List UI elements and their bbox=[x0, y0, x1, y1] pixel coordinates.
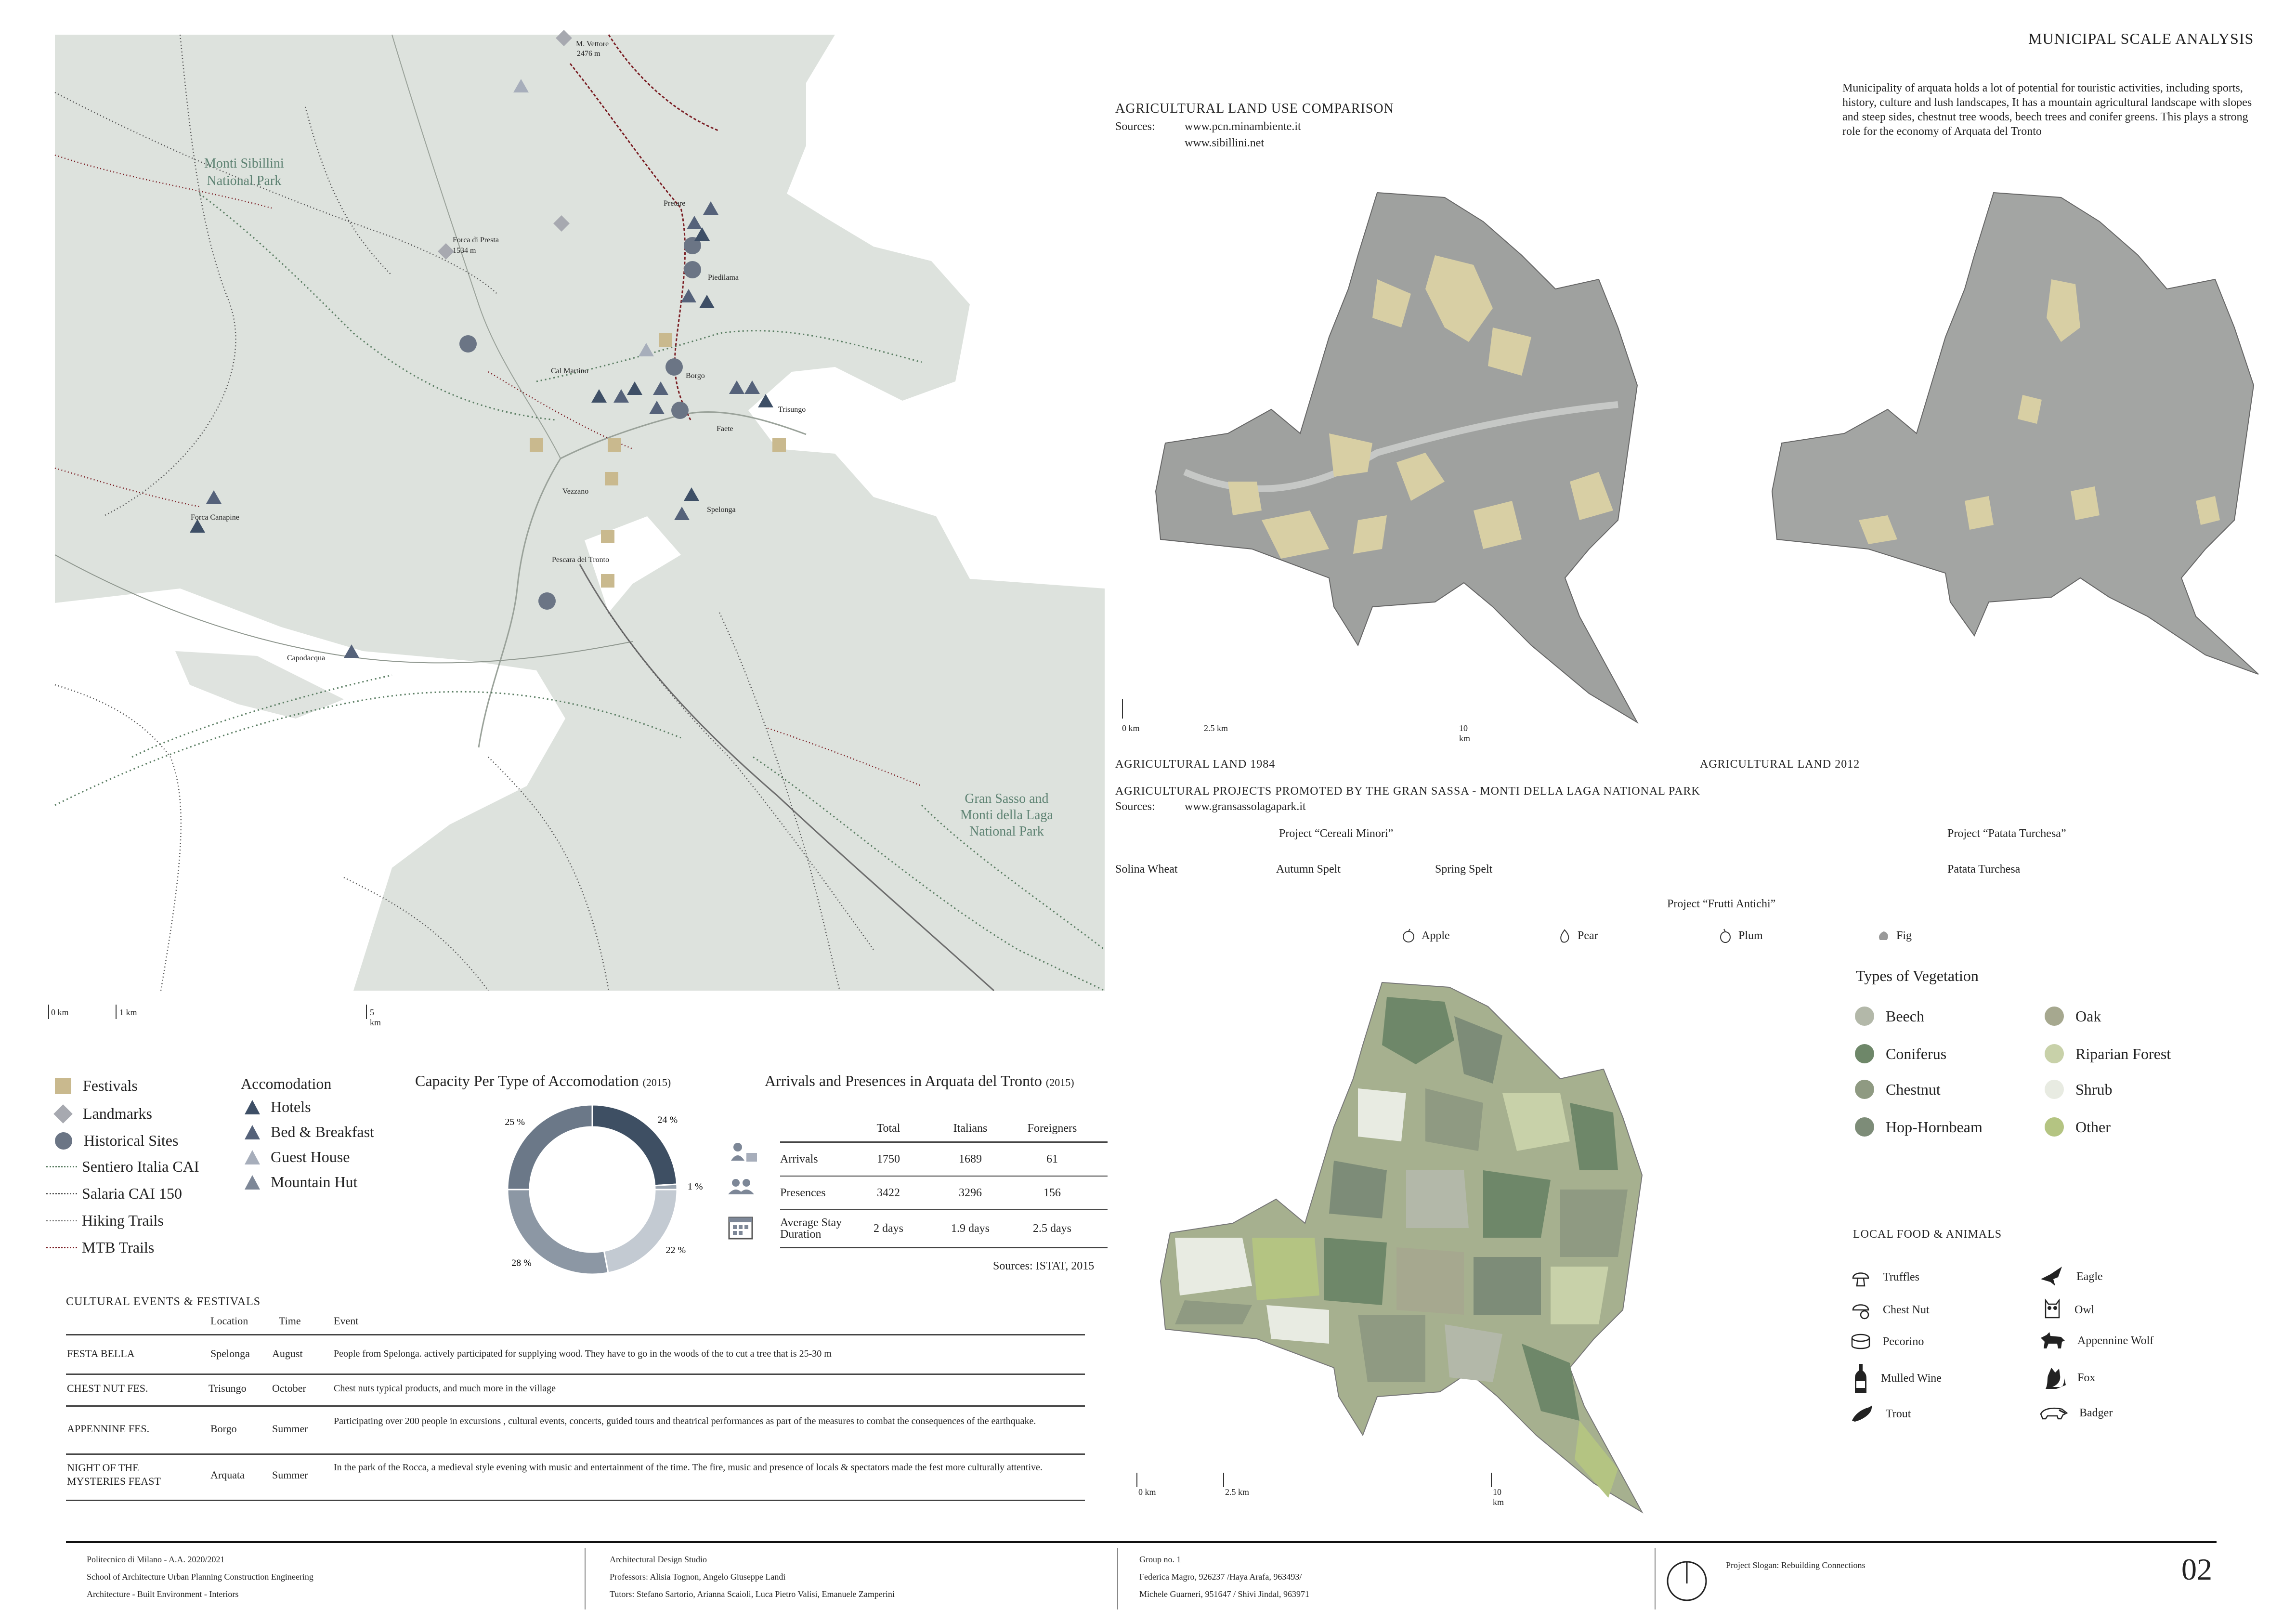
food-pecorino bbox=[1850, 1331, 1924, 1352]
capacity-title bbox=[415, 1072, 671, 1090]
footer-rule bbox=[66, 1541, 2217, 1543]
footer-professors: Professors: Alisia Tognon, Angelo Giuseppe Landi bbox=[610, 1572, 786, 1582]
bnb-triangle-icon bbox=[244, 1124, 261, 1140]
donut-slice bbox=[655, 1184, 677, 1190]
agricultural-map-1984 bbox=[1156, 183, 1647, 737]
agri-sources-label: Sources: bbox=[1115, 120, 1155, 133]
arrivals-title-text: Arrivals and Presences in Arquata del Tronto bbox=[765, 1072, 1042, 1089]
fruit-apple-label: Apple bbox=[1422, 929, 1450, 942]
label-borgo: Borgo bbox=[686, 372, 705, 380]
animal-eagle bbox=[2039, 1265, 2103, 1289]
food-truffles bbox=[1850, 1267, 1919, 1288]
footer-members-1: Federica Magro, 926237 /Haya Arafa, 963493/ bbox=[1139, 1572, 1302, 1582]
event-name: NIGHT OF THE MYSTERIES FEAST bbox=[67, 1462, 161, 1487]
donut-slice-label: 1 % bbox=[687, 1181, 703, 1192]
veg-label: Other bbox=[2075, 1118, 2111, 1136]
legend-mtb bbox=[46, 1239, 154, 1256]
vegetation-map bbox=[1156, 968, 1666, 1517]
footer-col-2 bbox=[610, 1551, 895, 1603]
footer-slogan: Project Slogan: Rebuilding Connections bbox=[1726, 1560, 1866, 1570]
tourist-icons bbox=[727, 1141, 761, 1247]
landmark-diamond-icon bbox=[53, 1104, 73, 1124]
hut-triangle-icon bbox=[244, 1174, 261, 1190]
food-label: Chest Nut bbox=[1883, 1303, 1930, 1316]
animal-label: Appennine Wolf bbox=[2077, 1334, 2154, 1347]
fruit-apple bbox=[1401, 929, 1450, 943]
label-capodacqua: Capodacqua bbox=[287, 654, 326, 662]
legend-salaria bbox=[46, 1185, 182, 1203]
arrivals-year: (2015) bbox=[1045, 1076, 1074, 1088]
footer-university: Politecnico di Milano - A.A. 2020/2021 bbox=[87, 1555, 225, 1564]
label-vettore-alt: 2476 m bbox=[577, 50, 600, 58]
hotel-triangle-icon bbox=[244, 1099, 261, 1115]
event-description: In the park of the Rocca, a medieval style evening with music and entertainment of the time. The fire, music and presence of locals & spectators made the fest more culturally attentive. bbox=[334, 1462, 1043, 1473]
label-sibillini: Monti Sibillini bbox=[204, 156, 284, 171]
veg-scale-0: 0 km bbox=[1138, 1487, 1156, 1497]
agri-source-2: www.sibillini.net bbox=[1185, 137, 1265, 149]
shrub-swatch-icon bbox=[2045, 1080, 2064, 1099]
legend-sentiero-label: Sentiero Italia CAI bbox=[82, 1158, 199, 1175]
agri-scale-0: 0 km bbox=[1122, 723, 1140, 733]
intro-text: Municipality of arquata holds a lot of potential for touristic activities, including sports, history, culture and lush landscapes, It has a mountain agricultural landscape with slopes and steep sides, chestnut tree woods, beech trees and conifer greens. This plays a strong role for the economy of Arquata del Tronto bbox=[1842, 82, 2252, 138]
legend-mtb-label: MTB Trails bbox=[82, 1239, 155, 1256]
territory-map bbox=[55, 35, 1105, 991]
plum-icon bbox=[1718, 929, 1733, 943]
footer-tutors: Tutors: Stefano Sartorio, Arianna Scaioli, Luca Pietro Valisi, Emanuele Zamperini bbox=[610, 1589, 895, 1599]
page-title: MUNICIPAL SCALE ANALYSIS bbox=[2028, 30, 2254, 47]
arrivals-source: Sources: ISTAT, 2015 bbox=[993, 1260, 1095, 1272]
hop-hornbeam-swatch-icon bbox=[1855, 1117, 1874, 1137]
event-location: Spelonga bbox=[210, 1347, 250, 1360]
cell-total: 3422 bbox=[877, 1186, 900, 1199]
event-row-festa-bella bbox=[66, 1337, 1085, 1375]
label-trisungo: Trisungo bbox=[778, 406, 806, 414]
fruit-pear bbox=[1557, 929, 1598, 943]
label-vezzano: Vezzano bbox=[562, 487, 589, 496]
legend-hotels-label: Hotels bbox=[271, 1098, 311, 1115]
chestnut-icon bbox=[1850, 1299, 1871, 1321]
event-name: APPENNINE FES. bbox=[67, 1423, 150, 1435]
cell-italians: 3296 bbox=[959, 1186, 982, 1199]
legend-guest bbox=[244, 1148, 350, 1166]
animal-fox bbox=[2042, 1366, 2095, 1390]
riparian-swatch-icon bbox=[2045, 1044, 2064, 1063]
cell-italians: 1.9 days bbox=[951, 1222, 990, 1235]
owl-icon bbox=[2042, 1298, 2063, 1321]
event-description: People from Spelonga. actively participated for supplying wood. They have to go in the woods of the to cut a tree that is 25-30 m bbox=[334, 1348, 832, 1359]
event-row-night-mysteries bbox=[66, 1453, 1085, 1501]
project-frutti: Project “Frutti Antichi” bbox=[1667, 898, 1776, 910]
agri-scale-bar bbox=[1122, 699, 1471, 743]
fruit-fig bbox=[1876, 929, 1912, 943]
veg-label: Coniferus bbox=[1886, 1045, 1947, 1062]
historical-circle-icon bbox=[55, 1132, 72, 1150]
events-col-time: Time bbox=[279, 1315, 301, 1327]
veg-label: Riparian Forest bbox=[2075, 1045, 2171, 1062]
pear-icon bbox=[1557, 929, 1572, 943]
label-forca-alt: 1534 m bbox=[453, 247, 476, 255]
legend-hotels bbox=[244, 1098, 311, 1116]
legend-landmarks-label: Landmarks bbox=[83, 1105, 152, 1122]
fruit-fig-label: Fig bbox=[1896, 929, 1912, 942]
event-row-appennine bbox=[66, 1405, 1085, 1455]
map-scale-bar bbox=[48, 1005, 381, 1027]
fruit-plum bbox=[1718, 929, 1763, 943]
footer-group: Group no. 1 bbox=[1139, 1555, 1181, 1564]
label-pretare: Pretare bbox=[664, 199, 686, 208]
label-faete: Faete bbox=[717, 425, 733, 433]
label-sibillini-park bbox=[204, 155, 284, 190]
animal-label: Fox bbox=[2077, 1371, 2096, 1384]
projects-sources-label: Sources: bbox=[1115, 800, 1155, 813]
hiking-line-icon bbox=[46, 1220, 77, 1221]
veg-beech bbox=[1855, 1007, 1924, 1026]
cell-total: 1750 bbox=[877, 1152, 900, 1165]
veg-scale-10: 10 km bbox=[1493, 1487, 1504, 1507]
legend-sentiero bbox=[46, 1158, 199, 1176]
row-label: Presences bbox=[780, 1186, 826, 1199]
caption-2012: AGRICULTURAL LAND 2012 bbox=[1700, 758, 1860, 771]
legend-hiking bbox=[46, 1212, 164, 1230]
col-total: Total bbox=[876, 1122, 900, 1135]
agri-scale-25: 2.5 km bbox=[1204, 723, 1228, 733]
event-description: Chest nuts typical products, and much more in the village bbox=[334, 1383, 556, 1394]
legend-salaria-label: Salaria CAI 150 bbox=[82, 1185, 182, 1202]
label-gran-sasso-2: Monti della Laga bbox=[960, 808, 1053, 823]
legend-bnb bbox=[244, 1123, 374, 1141]
chestnut-swatch-icon bbox=[1855, 1080, 1874, 1099]
capacity-donut-chart bbox=[491, 1103, 703, 1276]
capacity-title-text: Capacity Per Type of Accomodation bbox=[415, 1072, 639, 1089]
food-label: Truffles bbox=[1883, 1270, 1920, 1283]
donut-slice-label: 24 % bbox=[657, 1114, 678, 1125]
truffle-icon bbox=[1850, 1267, 1871, 1288]
animal-label: Owl bbox=[2074, 1303, 2095, 1316]
row-label: Arrivals bbox=[780, 1152, 818, 1165]
label-forca-di-presta: Forca di Presta bbox=[453, 236, 499, 244]
guest-triangle-icon bbox=[244, 1149, 261, 1165]
label-cal-martino: Cal Martino bbox=[551, 367, 588, 375]
beech-swatch-icon bbox=[1855, 1007, 1874, 1026]
apple-icon bbox=[1401, 929, 1416, 943]
arrivals-header-row bbox=[780, 1122, 1108, 1143]
cell-italians: 1689 bbox=[959, 1152, 982, 1165]
events-title: CULTURAL EVENTS & FESTIVALS bbox=[66, 1295, 261, 1308]
vegetation-title: Types of Vegetation bbox=[1856, 967, 1979, 984]
donut-slice-label: 28 % bbox=[511, 1257, 532, 1269]
veg-label: Chestnut bbox=[1886, 1080, 1941, 1098]
footer-col-3 bbox=[1139, 1551, 1309, 1603]
calendar-icon bbox=[729, 1217, 752, 1239]
agri-scale-10: 10 km bbox=[1459, 723, 1471, 743]
salaria-line-icon bbox=[46, 1193, 77, 1194]
veg-riparian bbox=[2045, 1044, 2171, 1063]
label-piedilama: Piedilama bbox=[708, 274, 739, 282]
event-name: CHEST NUT FES. bbox=[67, 1382, 148, 1394]
event-row-chest-nut bbox=[66, 1373, 1085, 1407]
arrivals-person-icon bbox=[731, 1143, 757, 1162]
veg-scale-bar bbox=[1136, 1473, 1504, 1507]
events-col-event: Event bbox=[334, 1315, 359, 1327]
table-row bbox=[780, 1210, 1108, 1248]
col-foreigners: Foreigners bbox=[1027, 1122, 1077, 1135]
wolf-icon bbox=[2039, 1331, 2066, 1350]
event-description: Participating over 200 people in excursions , cultural events, concerts, guided tours and theatrical performances as part of the measures to combat the consequences of the earthquake. bbox=[334, 1416, 1036, 1426]
legend-landmarks bbox=[55, 1105, 152, 1123]
label-forca-canapine: Forca Canapine bbox=[191, 513, 239, 522]
item-solina-wheat: Solina Wheat bbox=[1115, 863, 1178, 876]
scale-1km: 1 km bbox=[119, 1007, 137, 1017]
event-time: August bbox=[272, 1347, 303, 1360]
cell-total: 2 days bbox=[874, 1222, 903, 1235]
event-name: FESTA BELLA bbox=[67, 1347, 135, 1360]
label-vettore: M. Vettore bbox=[576, 40, 609, 48]
row-label: Average Stay Duration bbox=[780, 1216, 842, 1241]
cell-foreigners: 156 bbox=[1044, 1186, 1061, 1199]
footer-school: School of Architecture Urban Planning Construction Engineering bbox=[87, 1572, 313, 1582]
legend-festivals-label: Festivals bbox=[83, 1077, 138, 1094]
food-mulled-wine bbox=[1852, 1363, 1942, 1394]
accommodation-title: Accomodation bbox=[241, 1075, 332, 1092]
mtb-line-icon bbox=[46, 1247, 77, 1248]
veg-coniferus bbox=[1855, 1044, 1946, 1063]
veg-oak bbox=[2045, 1007, 2101, 1026]
arrivals-title bbox=[765, 1072, 1074, 1090]
veg-shrub bbox=[2045, 1080, 2112, 1099]
legend-hut-label: Mountain Hut bbox=[271, 1173, 358, 1190]
footer-col-1 bbox=[87, 1551, 313, 1603]
fruit-plum-label: Plum bbox=[1738, 929, 1763, 942]
label-sibillini-2: National Park bbox=[207, 173, 282, 188]
table-row bbox=[780, 1143, 1108, 1177]
legend-guest-label: Guest House bbox=[271, 1148, 350, 1165]
other-swatch-icon bbox=[2045, 1117, 2064, 1137]
veg-label: Hop-Hornbeam bbox=[1886, 1118, 1983, 1136]
fruit-pear-label: Pear bbox=[1578, 929, 1598, 942]
project-logo-icon bbox=[1665, 1559, 1709, 1603]
event-time: Summer bbox=[272, 1469, 308, 1481]
festival-square-icon bbox=[55, 1078, 71, 1094]
animal-label: Eagle bbox=[2076, 1270, 2103, 1283]
project-patata: Project “Patata Turchesa” bbox=[1947, 827, 2066, 840]
scale-0km: 0 km bbox=[51, 1007, 69, 1017]
project-cereali: Project “Cereali Minori” bbox=[1279, 827, 1394, 840]
label-gran-sasso-3: National Park bbox=[969, 824, 1044, 839]
wine-bottle-icon bbox=[1852, 1363, 1869, 1394]
page-number: 02 bbox=[2181, 1552, 2212, 1586]
event-location: Borgo bbox=[210, 1423, 237, 1435]
fox-icon bbox=[2042, 1366, 2066, 1390]
event-location: Trisungo bbox=[209, 1382, 247, 1394]
capacity-year: (2015) bbox=[642, 1076, 671, 1088]
item-autumn-spelt: Autumn Spelt bbox=[1276, 863, 1341, 876]
veg-label: Oak bbox=[2075, 1007, 2101, 1025]
veg-hop-hornbeam bbox=[1855, 1117, 1983, 1137]
legend-hut bbox=[244, 1173, 357, 1191]
legend-hiking-label: Hiking Trails bbox=[82, 1212, 164, 1229]
event-location: Arquata bbox=[210, 1469, 245, 1481]
animal-label: Badger bbox=[2079, 1406, 2113, 1419]
trout-icon bbox=[1850, 1404, 1874, 1424]
events-header bbox=[66, 1315, 1085, 1335]
footer-studio: Architectural Design Studio bbox=[610, 1555, 707, 1564]
cell-foreigners: 2.5 days bbox=[1033, 1222, 1071, 1235]
projects-title: AGRICULTURAL PROJECTS PROMOTED BY THE GRAN SASSA - MONTI DELLA LAGA NATIONAL PARK bbox=[1115, 785, 1700, 798]
cheese-icon bbox=[1850, 1331, 1871, 1352]
label-spelonga: Spelonga bbox=[707, 506, 736, 514]
donut-slice-label: 22 % bbox=[665, 1245, 686, 1256]
animal-badger bbox=[2039, 1404, 2113, 1422]
food-trout bbox=[1850, 1404, 1911, 1424]
donut-slice-label: 25 % bbox=[505, 1116, 525, 1127]
veg-chestnut bbox=[1855, 1080, 1941, 1099]
agri-source-1: www.pcn.minambiente.it bbox=[1185, 120, 1301, 133]
scale-5km: 5 km bbox=[370, 1007, 381, 1027]
eagle-icon bbox=[2039, 1265, 2065, 1289]
item-spring-spelt: Spring Spelt bbox=[1435, 863, 1493, 876]
legend-bnb-label: Bed & Breakfast bbox=[271, 1123, 375, 1140]
agri-title: AGRICULTURAL LAND USE COMPARISON bbox=[1115, 101, 1394, 116]
badger-icon bbox=[2039, 1404, 2068, 1422]
table-row bbox=[780, 1177, 1108, 1210]
food-label: Pecorino bbox=[1883, 1335, 1924, 1348]
label-gran-sasso: Gran Sasso and bbox=[965, 791, 1049, 806]
event-time: October bbox=[272, 1382, 306, 1394]
veg-other bbox=[2045, 1117, 2111, 1137]
veg-label: Beech bbox=[1886, 1007, 1924, 1025]
fig-icon bbox=[1876, 929, 1891, 943]
animal-appennine-wolf bbox=[2039, 1331, 2153, 1350]
food-label: Mulled Wine bbox=[1881, 1372, 1942, 1385]
legend-festivals bbox=[55, 1077, 138, 1095]
sentiero-line-icon bbox=[46, 1166, 77, 1167]
animal-owl bbox=[2042, 1298, 2094, 1321]
agricultural-map-2012 bbox=[1762, 183, 2273, 684]
projects-source: www.gransassolagapark.it bbox=[1185, 800, 1306, 813]
oak-swatch-icon bbox=[2045, 1007, 2064, 1026]
veg-label: Shrub bbox=[2075, 1080, 2113, 1098]
legend-historical-label: Historical Sites bbox=[84, 1132, 179, 1149]
col-italians: Italians bbox=[953, 1122, 988, 1135]
caption-1984: AGRICULTURAL LAND 1984 bbox=[1115, 758, 1276, 771]
coniferus-swatch-icon bbox=[1855, 1044, 1874, 1063]
food-chest-nut bbox=[1850, 1299, 1930, 1321]
veg-scale-25: 2.5 km bbox=[1225, 1487, 1250, 1497]
presences-group-icon bbox=[728, 1179, 754, 1194]
donut-slice bbox=[604, 1190, 677, 1273]
item-patata-turchesa: Patata Turchesa bbox=[1947, 863, 2021, 876]
food-label: Trout bbox=[1886, 1407, 1911, 1420]
event-time: Summer bbox=[272, 1423, 308, 1435]
food-title: LOCAL FOOD & ANIMALS bbox=[1853, 1228, 2002, 1241]
footer-members-2: Michele Guarneri, 951647 / Shivi Jindal, 963971 bbox=[1139, 1589, 1309, 1599]
footer-course: Architecture - Built Environment - Interiors bbox=[87, 1589, 239, 1599]
arrivals-table bbox=[780, 1122, 1108, 1248]
label-pescara: Pescara del Tronto bbox=[552, 556, 610, 564]
label-gran-sasso-park bbox=[960, 791, 1053, 840]
events-col-location: Location bbox=[210, 1315, 248, 1327]
cell-foreigners: 61 bbox=[1046, 1152, 1058, 1165]
legend-historical bbox=[55, 1132, 178, 1150]
